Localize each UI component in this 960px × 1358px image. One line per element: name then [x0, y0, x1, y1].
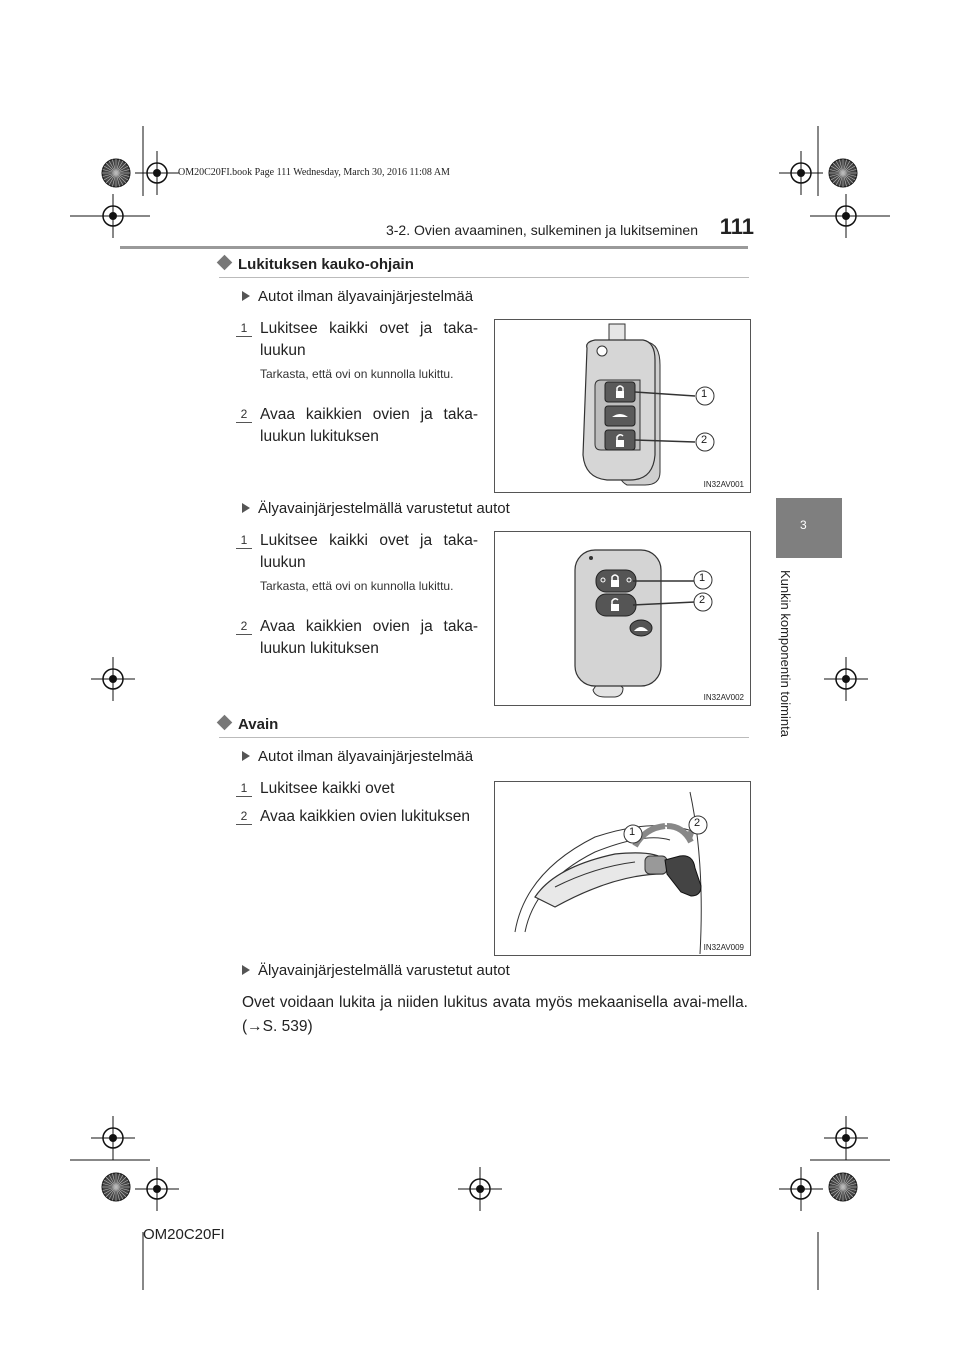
registration-target-icon: [135, 1167, 179, 1211]
item-note: Tarkasta, että ovi on kunnolla lukittu.: [260, 579, 454, 593]
item-text: Avaa kaikkien ovien lukituksen: [260, 808, 470, 825]
registration-target-icon: [91, 657, 135, 701]
section-rule: [219, 737, 749, 738]
item-number: 2: [236, 808, 252, 825]
item-text: Lukitsee kaikki ovet ja taka-luukun: [260, 320, 478, 359]
starburst-mark-icon: [102, 159, 130, 187]
triangle-bullet-icon: [242, 965, 250, 975]
callout-1: 1: [699, 572, 706, 584]
chapter-side-label: [778, 570, 798, 760]
registration-target-icon: [779, 151, 823, 195]
registration-target-icon: [135, 151, 179, 195]
registration-target-icon: [824, 194, 868, 238]
diamond-icon: [217, 255, 233, 271]
diamond-icon: [217, 715, 233, 731]
item-number: 1: [236, 532, 252, 549]
item-number: 1: [236, 320, 252, 337]
item-number: 2: [236, 618, 252, 635]
figure-code: IN32AV001: [703, 480, 744, 489]
subsection-title-text: Älyavainjärjestelmällä varustetut autot: [258, 500, 510, 517]
item-text: Avaa kaikkien ovien ja taka-luukun lukituksen: [260, 406, 478, 445]
registration-target-icon: [779, 1167, 823, 1211]
item-text: Lukitsee kaikki ovet: [260, 780, 395, 797]
callout-1: 1: [629, 826, 636, 838]
registration-target-icon: [824, 657, 868, 701]
callout-2: 2: [701, 434, 708, 446]
paragraph: Ovet voidaan lukita ja niiden lukitus avata myös mekaanisella avai-mella. (→S. 539): [242, 994, 748, 1035]
section-title: [219, 716, 278, 733]
registration-target-icon: [458, 1167, 502, 1211]
starburst-mark-icon: [102, 1173, 130, 1201]
page-number: 111: [719, 214, 754, 239]
registration-target-icon: [91, 1116, 135, 1160]
registration-target-icon: [824, 1116, 868, 1160]
subsection-title: [242, 962, 510, 979]
subsection-title: [242, 288, 473, 305]
chapter-side-label-text: Kunkin komponentin toiminta: [778, 570, 793, 737]
figure-door-key: [494, 781, 751, 956]
callout-2: 2: [699, 594, 706, 606]
starburst-mark-icon: [829, 1173, 857, 1201]
triangle-bullet-icon: [242, 751, 250, 761]
callout-1: 1: [701, 388, 708, 400]
header-rule: [120, 246, 748, 249]
section-title-text: Lukituksen kauko-ohjain: [238, 256, 414, 273]
chapter-tab: [776, 498, 842, 558]
subsection-title-text: Autot ilman älyavainjärjestelmää: [258, 288, 474, 305]
subsection-title-text: Autot ilman älyavainjärjestelmää: [258, 748, 474, 765]
callout-2: 2: [694, 817, 701, 829]
subsection-title: [242, 748, 473, 765]
section-title-text: Avain: [238, 716, 279, 733]
figure-smart-key: [494, 531, 751, 706]
figure-code: IN32AV009: [703, 943, 744, 952]
item-note: Tarkasta, että ovi on kunnolla lukittu.: [260, 367, 454, 381]
book-info: OM20C20FI.book Page 111 Wednesday, March 30, 2016 11:08 AM: [178, 167, 450, 178]
subsection-title: [242, 500, 510, 517]
chapter-number: 3: [800, 518, 807, 532]
chapter-title: 3-2. Ovien avaaminen, sulkeminen ja lukitseminen: [385, 222, 698, 238]
item-number: 1: [236, 780, 252, 797]
section-title: [219, 256, 414, 273]
starburst-mark-icon: [829, 159, 857, 187]
manual-code: OM20C20FI: [143, 1226, 225, 1243]
section-rule: [219, 277, 749, 278]
item-text: Avaa kaikkien ovien ja taka-luukun lukituksen: [260, 618, 478, 657]
item-text: Lukitsee kaikki ovet ja taka-luukun: [260, 532, 478, 571]
figure-code: IN32AV002: [703, 693, 744, 702]
registration-target-icon: [91, 194, 135, 238]
subsection-title-text: Älyavainjärjestelmällä varustetut autot: [258, 962, 510, 979]
item-number: 2: [236, 406, 252, 423]
figure-remote-key: [494, 319, 751, 493]
triangle-bullet-icon: [242, 291, 250, 301]
triangle-bullet-icon: [242, 503, 250, 513]
